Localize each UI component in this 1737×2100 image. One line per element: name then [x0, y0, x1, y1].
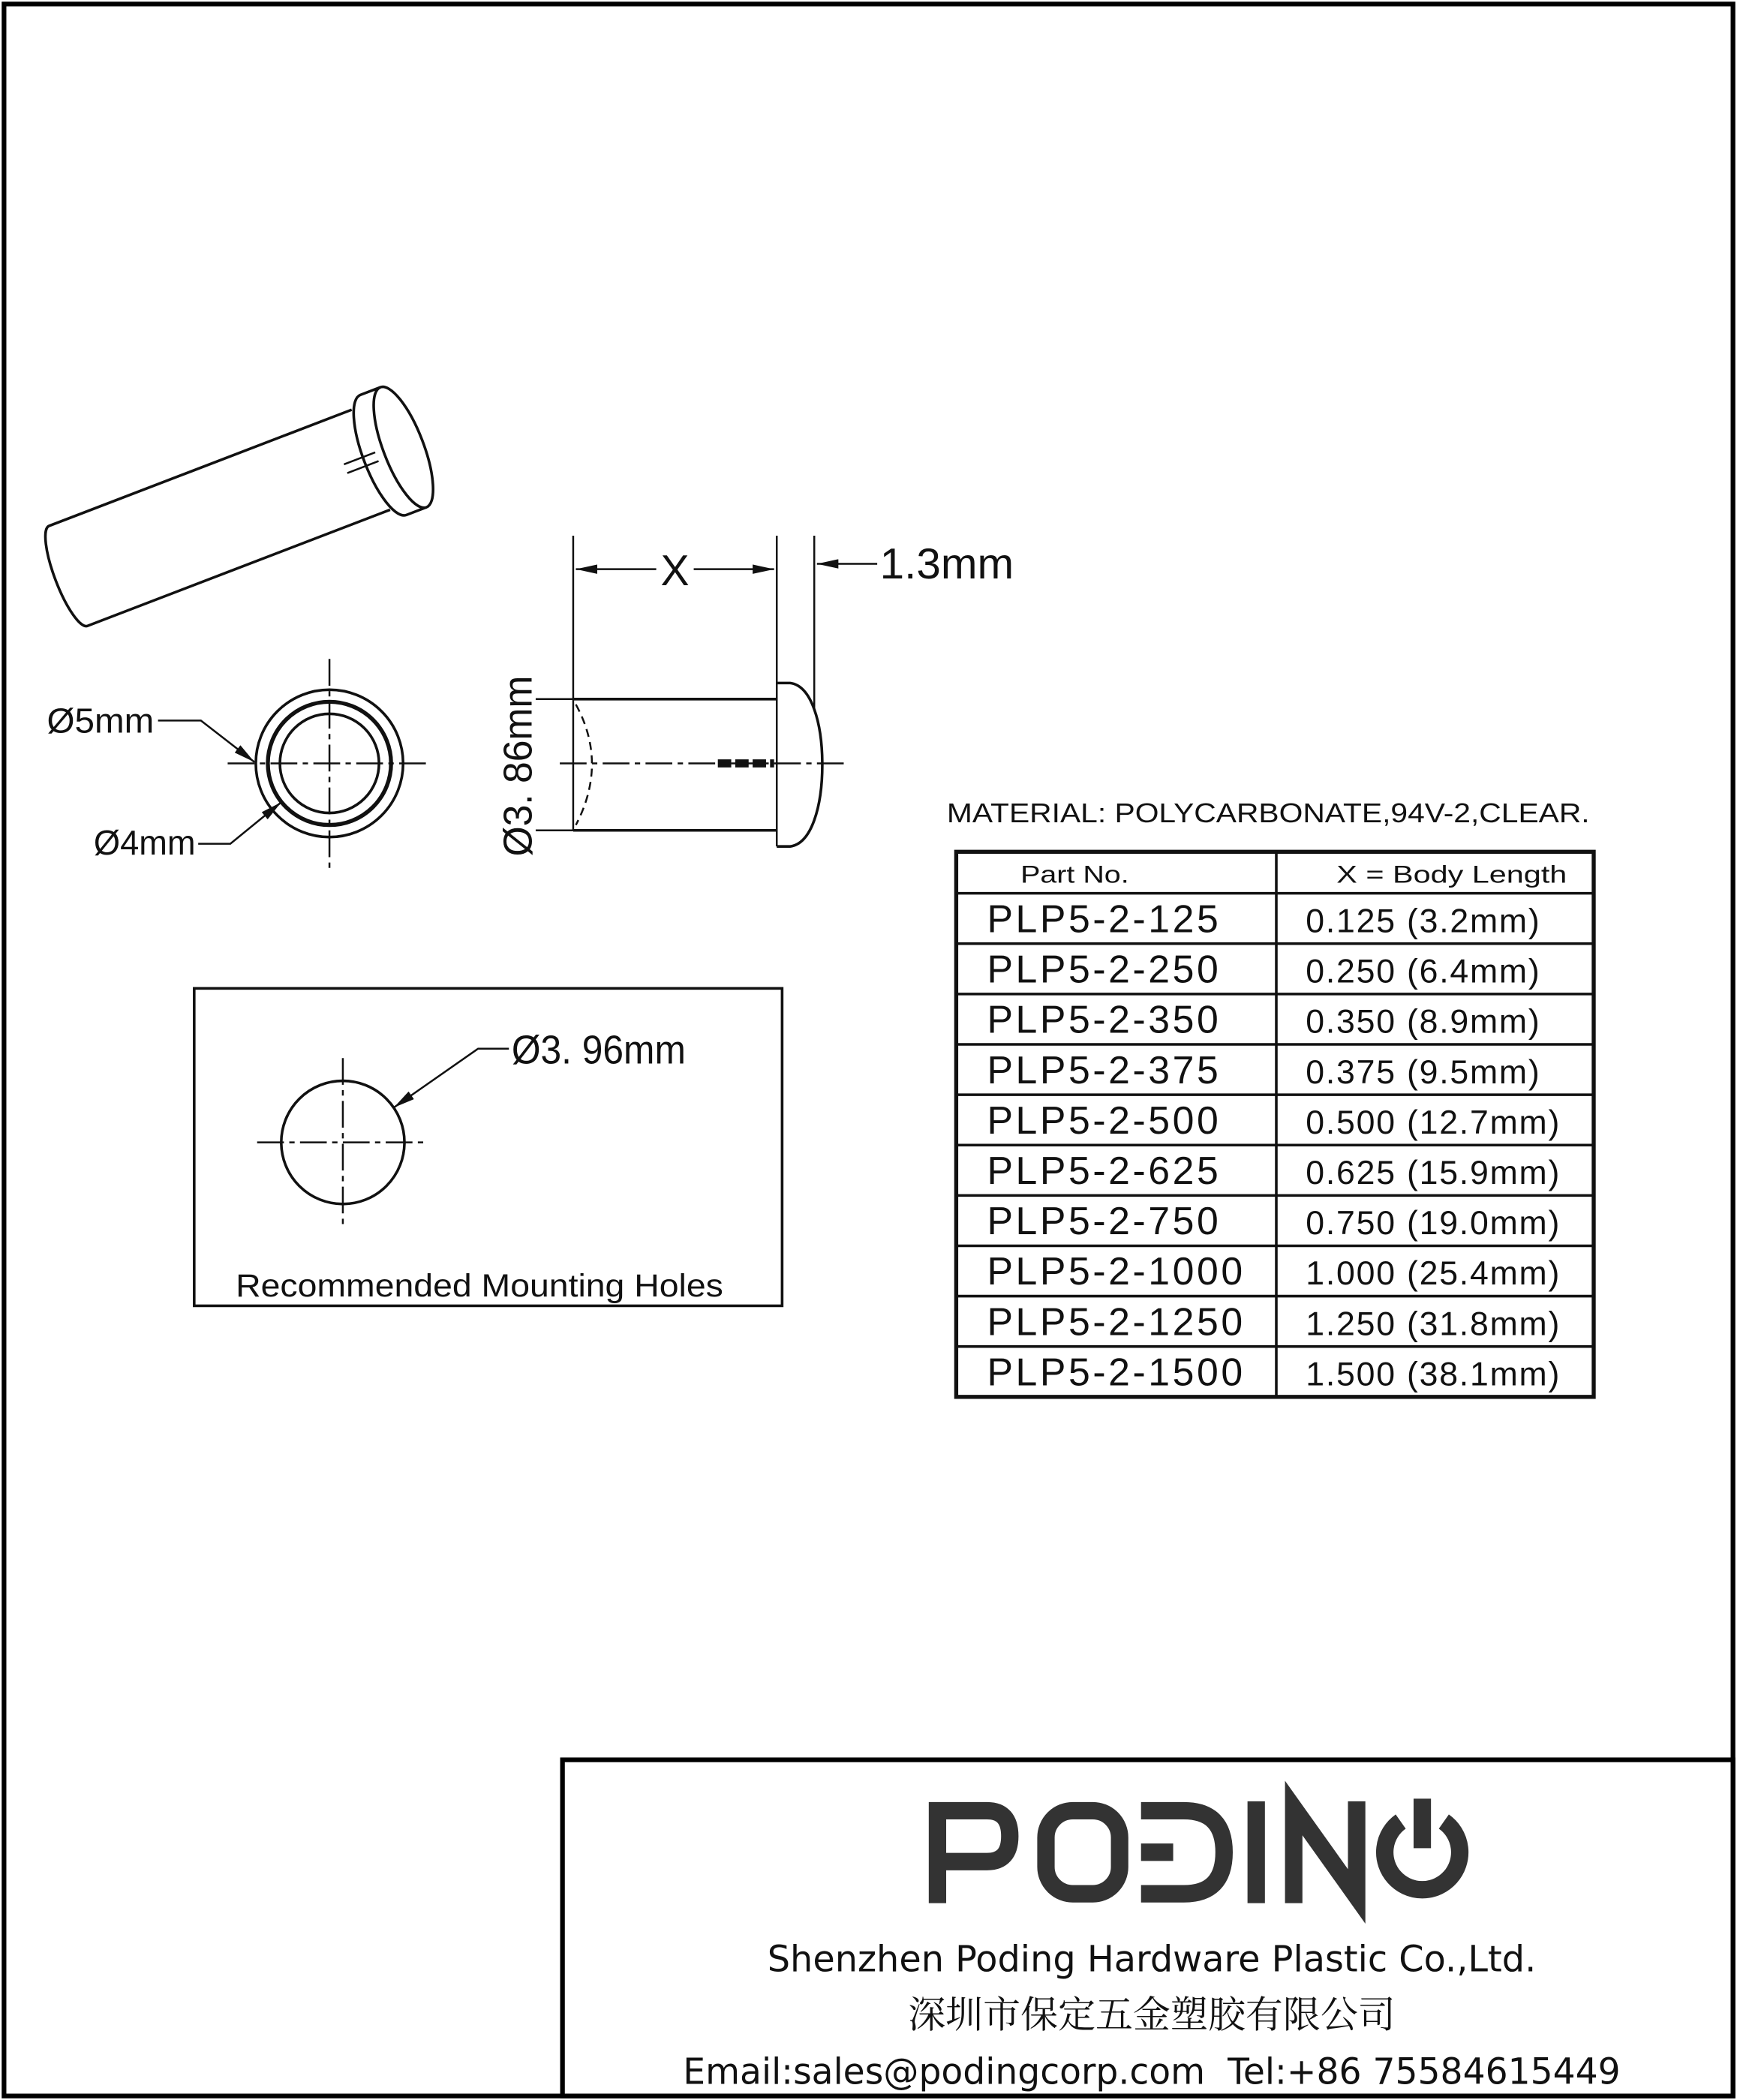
table-row	[987, 897, 1540, 940]
company-name-chinese: 深圳市保定五金塑胶有限公司	[908, 1993, 1396, 2037]
table-cell-part: PLP5-2-1250	[987, 1299, 1246, 1344]
logo-letter-n	[1294, 1801, 1357, 1903]
material-note: MATERIAL: POLYCARBONATE,94V-2,CLEAR.	[946, 798, 1590, 829]
logo-letter-g-power-icon	[1385, 1798, 1460, 1889]
table-row	[987, 1249, 1561, 1293]
logo-letter-o	[1046, 1810, 1119, 1894]
table-cell-length: 0.500 (12.7mm)	[1306, 1104, 1561, 1141]
company-name: Shenzhen Poding Hardware Plastic Co.,Ltd.	[767, 1938, 1537, 1981]
part-number-table	[956, 852, 1594, 1397]
isometric-view	[33, 380, 446, 641]
table-cell-part: PLP5-2-1500	[987, 1350, 1246, 1394]
inner-diameter-label: Ø4mm	[93, 822, 196, 862]
table-cell-length: 0.350 (8.9mm)	[1306, 1003, 1541, 1041]
logo-letter-p	[937, 1810, 1009, 1903]
table-row	[987, 948, 1540, 991]
mounting-hole-caption: Recommended Mounting Holes	[236, 1267, 723, 1304]
table-cell-part: PLP5-2-750	[987, 1199, 1222, 1243]
table-row	[987, 998, 1540, 1041]
body-end-hidden-line	[576, 705, 592, 825]
table-cell-length: 0.375 (9.5mm)	[1306, 1053, 1541, 1091]
table-cell-part: PLP5-2-1000	[987, 1249, 1246, 1293]
table-row	[987, 1149, 1561, 1192]
table-row	[987, 1299, 1561, 1343]
table-cell-part: PLP5-2-500	[987, 1098, 1222, 1142]
table-cell-part: PLP5-2-350	[987, 997, 1222, 1041]
table-row	[987, 1199, 1561, 1242]
end-view	[47, 659, 428, 867]
table-cell-length: 1.500 (38.1mm)	[1306, 1356, 1561, 1393]
table-cell-length: 1.000 (25.4mm)	[1306, 1255, 1561, 1293]
body-diameter-label: Ø3. 86mm	[496, 668, 541, 857]
side-view	[497, 536, 1014, 857]
table-cell-length: 0.250 (6.4mm)	[1306, 953, 1541, 990]
table-cell-part: PLP5-2-375	[987, 1047, 1222, 1092]
company-contact: Email:sales@podingcorp.com Tel:+86 75584615449	[683, 2050, 1621, 2093]
table-header-part: Part No.	[1020, 861, 1129, 888]
mounting-hole-panel	[194, 988, 783, 1305]
table-header-length: X = Body Length	[1336, 861, 1567, 888]
light-pipe-cap-face	[362, 380, 445, 515]
table-row	[987, 1098, 1561, 1142]
company-logo	[937, 1798, 1459, 1903]
light-pipe-body	[37, 410, 390, 631]
table-cell-part: PLP5-2-250	[987, 947, 1222, 991]
table-cell-length: 0.750 (19.0mm)	[1306, 1205, 1561, 1242]
dimension-x-label: X	[660, 547, 690, 596]
title-block	[563, 1760, 1733, 2096]
table-cell-length: 1.250 (31.8mm)	[1306, 1305, 1561, 1343]
cap-dome-outline	[777, 683, 822, 846]
table-row	[987, 1350, 1561, 1393]
logo-letter-d	[1141, 1810, 1225, 1894]
outer-diameter-leader	[158, 720, 255, 762]
sheet-border	[4, 4, 1732, 2095]
dimension-cap-label: 1.3mm	[879, 540, 1014, 589]
mounting-hole-diameter-label: Ø3. 96mm	[511, 1028, 686, 1073]
table-cell-length: 0.125 (3.2mm)	[1306, 903, 1541, 940]
outer-diameter-label: Ø5mm	[47, 701, 155, 741]
table-cell-part: PLP5-2-125	[987, 897, 1222, 941]
inner-diameter-leader	[198, 802, 281, 843]
table-row	[987, 1048, 1540, 1092]
table-cell-length: 0.625 (15.9mm)	[1306, 1155, 1561, 1192]
mounting-hole-leader	[394, 1049, 509, 1108]
table-cell-part: PLP5-2-625	[987, 1149, 1222, 1193]
